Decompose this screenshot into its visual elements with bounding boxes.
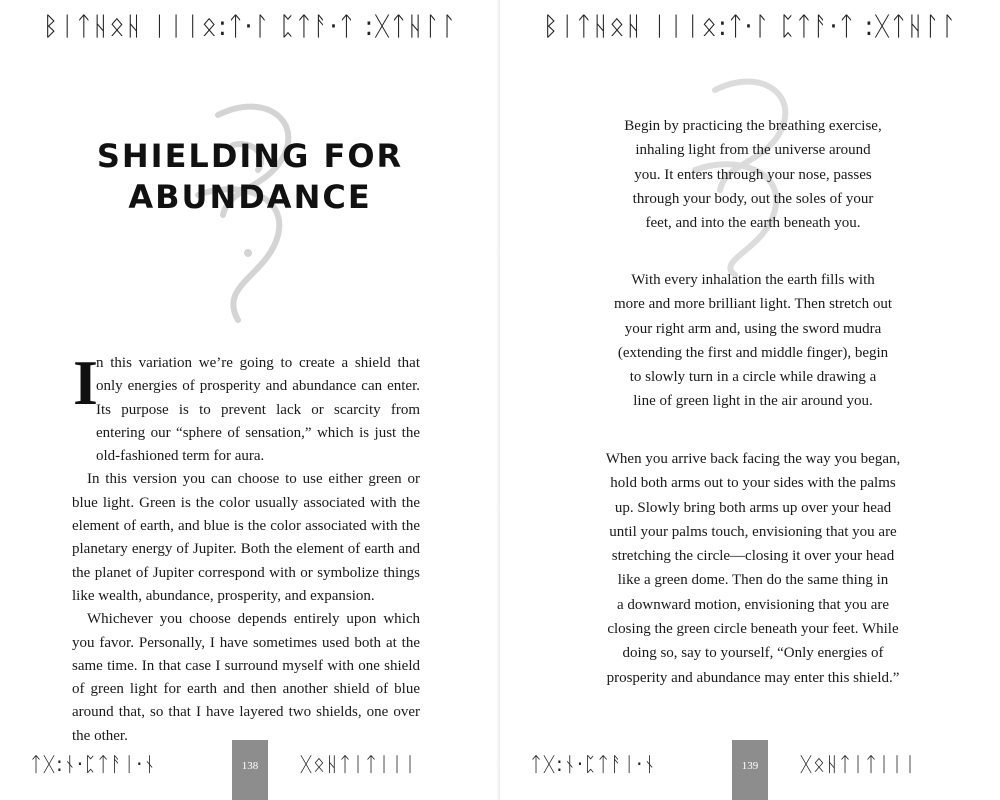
- footer-runes-right: ᚷᛟᚺᛏᛁᛏᛁᛁᛁ: [800, 752, 917, 776]
- text-line: doing so, say to yourself, “Only energies of: [622, 645, 884, 662]
- text-line: through your body, out the soles of your: [632, 190, 874, 207]
- text-line: feet, and into the earth beneath you.: [645, 215, 861, 232]
- text-line: you. It enters through your nose, passes: [634, 166, 872, 183]
- chapter-title-line-1: SHIELDING FOR: [96, 137, 404, 175]
- text-line: more and more brilliant light. Then stretch out: [614, 296, 892, 313]
- text-line: to slowly turn in a circle while drawing a: [629, 369, 877, 386]
- right-page: [500, 0, 1000, 800]
- footer-runes-left: ᛏᚷ:ᚾ·ᛈᛏᚨᛁ·ᚾ: [30, 752, 157, 776]
- text-line: up. Slowly bring both arms up over your head: [614, 499, 892, 516]
- text-line: your right arm and, using the sword mudra: [624, 320, 882, 337]
- text-line: line of green light in the air around you.: [633, 393, 873, 410]
- text-line: stretching the circle—closing it over your head: [611, 548, 895, 565]
- text-line: closing the green circle beneath your feet. While: [607, 621, 899, 638]
- text-line: prosperity and abundance may enter this shield.”: [606, 669, 900, 686]
- paragraph: n this variation we’re going to create a shield that only energies of prosperity and abundance can enter. Its purpose is to prevent lack or scarcity from entering our “sphere of sensation,” which is just the old-fashioned term for aura.: [96, 355, 420, 465]
- text-line: until your palms touch, envisioning that you are: [609, 523, 897, 540]
- text-line: inhaling light from the universe around: [635, 142, 871, 159]
- paragraph: In this version you can choose to use either green or blue light. Green is the color usually associated with the element of earth, and blue is the color associated with the planetary energy of Jupiter. Both the element of earth and the planet of Jupiter correspond with or symbolize things like wealth, abundance, prosperity, and expansion.: [72, 471, 420, 604]
- instruction-block-1: [598, 114, 908, 235]
- first-paragraph: [72, 347, 420, 468]
- text-line: like a green dome. Then do the same thing in: [617, 572, 889, 589]
- chapter-title: [60, 136, 440, 218]
- chapter-title-line-2: ABUNDANCE: [128, 178, 372, 216]
- rune-header: ᛒᛁᛏᚺᛟᚺ ᛁᛁᛁᛟ:ᛏ·ᛚ ᛈᛏᚨ·ᛏ :ᚷᛏᚺᛚᛚ: [542, 12, 958, 42]
- text-line: With every inhalation the earth fills with: [631, 272, 875, 288]
- page-number: 139: [732, 740, 768, 800]
- instruction-block-3: [598, 447, 908, 690]
- drop-cap: I: [73, 347, 98, 418]
- paragraph: Whichever you choose depends entirely upon which you favor. Personally, I have sometimes used both at the same time. In that case I surround myself with one shield of green light for earth and then another shield of blue around that, so that I have layered two shields, one over the other.: [72, 611, 420, 744]
- text-line: (extending the first and middle finger), begin: [617, 344, 889, 361]
- text-line: Begin by practicing the breathing exercise,: [624, 118, 882, 134]
- text-line: hold both arms out to your sides with the palms: [610, 475, 896, 492]
- text-line: When you arrive back facing the way you began,: [605, 451, 901, 467]
- instruction-block-2: [598, 268, 908, 414]
- footer-runes-right: ᚷᛟᚺᛏᛁᛏᛁᛁᛁ: [300, 752, 417, 776]
- body-text: [72, 347, 420, 748]
- footer-runes-left: ᛏᚷ:ᚾ·ᛈᛏᚨᛁ·ᚾ: [530, 752, 657, 776]
- text-line: a downward motion, envisioning that you are: [616, 596, 890, 613]
- page-number: 138: [232, 740, 268, 800]
- rune-header: ᛒᛁᛏᚺᛟᚺ ᛁᛁᛁᛟ:ᛏ·ᛚ ᛈᛏᚨ·ᛏ :ᚷᛏᚺᛚᛚ: [42, 12, 458, 42]
